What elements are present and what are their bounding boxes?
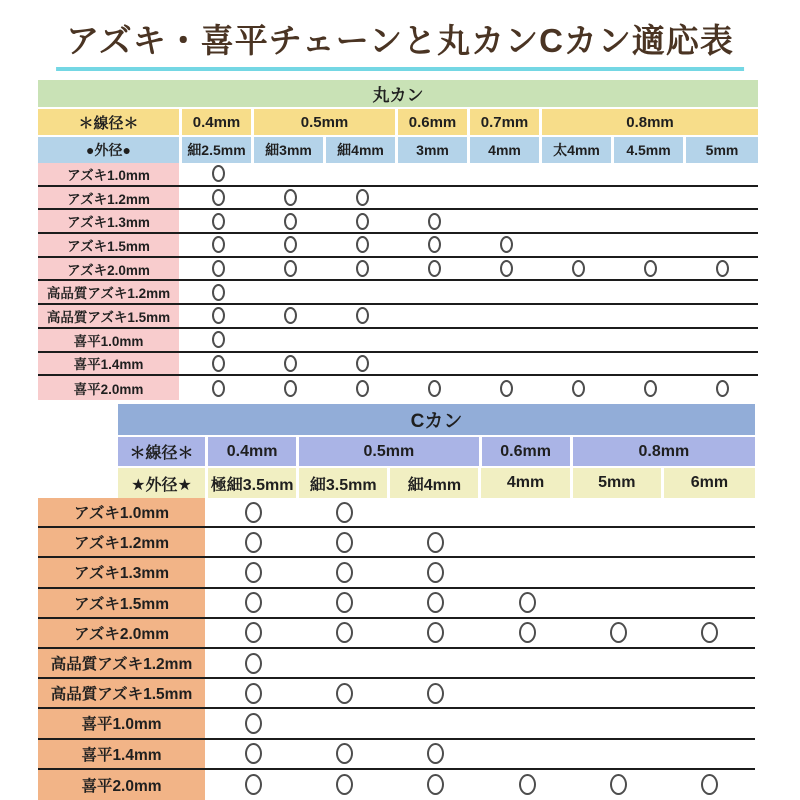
table-row: [38, 528, 755, 558]
compat-cell: [542, 210, 614, 232]
table-row: [38, 329, 758, 353]
compat-cell: [254, 376, 326, 400]
compat-cell: [664, 649, 755, 677]
compat-cell: [542, 187, 614, 209]
compat-cell: [326, 234, 398, 256]
compat-cell: [299, 619, 390, 647]
compat-cell: [686, 329, 758, 351]
compat-circle-icon: [427, 622, 444, 643]
compat-circle-icon: [212, 380, 225, 397]
chain-row-label: 高品質アズキ1.5mm: [38, 305, 182, 327]
compat-cell: [542, 305, 614, 327]
compat-circle-icon: [212, 307, 225, 324]
compat-cell: [398, 305, 470, 327]
compat-cell: [299, 558, 390, 586]
ckan-wire-row: [118, 437, 755, 466]
compat-circle-icon: [336, 532, 353, 553]
compat-cell: [686, 234, 758, 256]
compat-circle-icon: [336, 622, 353, 643]
chain-row-label: 喜平1.4mm: [38, 740, 208, 768]
compat-cell: [686, 376, 758, 400]
compat-circle-icon: [212, 236, 225, 253]
outer-size-cell: 細4mm: [326, 137, 398, 163]
compat-circle-icon: [701, 774, 718, 795]
compat-cell: [182, 305, 254, 327]
compat-cell: [390, 649, 481, 677]
wire-diameter-label: ＊線径＊: [118, 437, 208, 466]
compat-circle-icon: [245, 683, 262, 704]
compat-cell: [542, 281, 614, 303]
compat-circle-icon: [212, 213, 225, 230]
ckan-outer-row: [118, 468, 755, 498]
compat-circle-icon: [245, 562, 262, 583]
compat-circle-icon: [356, 355, 369, 372]
compat-cell: [481, 679, 572, 707]
compat-cell: [208, 649, 299, 677]
compat-cell: [208, 498, 299, 526]
compat-cell: [573, 679, 664, 707]
compat-cell: [573, 770, 664, 800]
compat-cell: [470, 281, 542, 303]
compat-cell: [542, 376, 614, 400]
chain-row-label: 高品質アズキ1.2mm: [38, 649, 208, 677]
chain-row-label: 高品質アズキ1.5mm: [38, 679, 208, 707]
table-row: [38, 210, 758, 234]
outer-diameter-label: ★外径★: [118, 468, 208, 498]
compat-cell: [398, 258, 470, 280]
compat-circle-icon: [284, 189, 297, 206]
compat-cell: [686, 210, 758, 232]
compat-cell: [481, 498, 572, 526]
compat-cell: [390, 709, 481, 737]
table-row: [38, 589, 755, 619]
compat-cell: [398, 163, 470, 185]
table-row: [38, 234, 758, 258]
compat-circle-icon: [519, 622, 536, 643]
compat-circle-icon: [284, 380, 297, 397]
chain-row-label: アズキ1.2mm: [38, 187, 182, 209]
compat-cell: [573, 589, 664, 617]
compat-circle-icon: [427, 743, 444, 764]
wire-size-cell: 0.4mm: [182, 109, 254, 135]
compat-cell: [470, 187, 542, 209]
wire-size-cell: 0.5mm: [299, 437, 481, 466]
compat-circle-icon: [500, 236, 513, 253]
compat-cell: [398, 281, 470, 303]
compat-cell: [664, 619, 755, 647]
table-row: [38, 709, 755, 739]
compat-circle-icon: [212, 260, 225, 277]
compat-cell: [664, 498, 755, 526]
compat-cell: [573, 558, 664, 586]
table-row: [38, 281, 758, 305]
compat-cell: [470, 305, 542, 327]
compat-cell: [481, 528, 572, 556]
compat-circle-icon: [284, 355, 297, 372]
compat-cell: [390, 740, 481, 768]
compat-cell: [664, 709, 755, 737]
compat-circle-icon: [428, 380, 441, 397]
compat-cell: [481, 619, 572, 647]
compat-cell: [614, 163, 686, 185]
compat-circle-icon: [336, 592, 353, 613]
compat-circle-icon: [427, 683, 444, 704]
compat-cell: [614, 210, 686, 232]
compat-cell: [614, 187, 686, 209]
compat-cell: [664, 528, 755, 556]
outer-size-cell: 5mm: [573, 468, 664, 498]
compat-circle-icon: [284, 260, 297, 277]
compat-cell: [254, 187, 326, 209]
compat-cell: [614, 376, 686, 400]
compat-cell: [208, 679, 299, 707]
compat-cell: [299, 589, 390, 617]
ckan-table-body-block: [38, 498, 755, 800]
compat-circle-icon: [716, 260, 729, 277]
compat-cell: [614, 305, 686, 327]
compat-circle-icon: [212, 284, 225, 301]
compat-cell: [614, 353, 686, 375]
compat-cell: [573, 498, 664, 526]
table-row: [38, 679, 755, 709]
outer-size-cell: 4mm: [481, 468, 572, 498]
compat-circle-icon: [336, 683, 353, 704]
compat-cell: [390, 619, 481, 647]
compat-cell: [686, 187, 758, 209]
compat-cell: [686, 353, 758, 375]
chain-row-label: アズキ1.5mm: [38, 234, 182, 256]
compat-cell: [470, 329, 542, 351]
compat-cell: [299, 679, 390, 707]
compat-cell: [326, 210, 398, 232]
compat-circle-icon: [245, 653, 262, 674]
compat-cell: [398, 376, 470, 400]
compat-circle-icon: [245, 592, 262, 613]
compat-circle-icon: [245, 622, 262, 643]
compat-cell: [208, 589, 299, 617]
compat-cell: [182, 353, 254, 375]
compat-cell: [208, 770, 299, 800]
compat-cell: [326, 353, 398, 375]
marukan-table: [38, 80, 758, 400]
compat-cell: [182, 187, 254, 209]
compat-cell: [470, 234, 542, 256]
compat-cell: [254, 210, 326, 232]
outer-size-cell: 細3.5mm: [299, 468, 390, 498]
compat-cell: [398, 329, 470, 351]
compat-circle-icon: [212, 165, 225, 182]
wire-diameter-label: ＊線径＊: [38, 109, 182, 135]
compat-cell: [542, 234, 614, 256]
compat-cell: [254, 234, 326, 256]
compat-cell: [398, 353, 470, 375]
compat-cell: [299, 709, 390, 737]
table-row: [38, 619, 755, 649]
table-row: [38, 305, 758, 329]
compat-circle-icon: [356, 307, 369, 324]
compat-cell: [664, 589, 755, 617]
marukan-outer-row: [38, 137, 758, 163]
marukan-table-header: 丸カン: [38, 80, 758, 107]
compat-circle-icon: [336, 774, 353, 795]
compat-cell: [182, 210, 254, 232]
compat-circle-icon: [336, 562, 353, 583]
chain-row-label: 高品質アズキ1.2mm: [38, 281, 182, 303]
compat-cell: [481, 558, 572, 586]
compat-cell: [686, 305, 758, 327]
compat-cell: [182, 281, 254, 303]
compat-circle-icon: [245, 502, 262, 523]
ckan-body: [38, 498, 755, 800]
compat-cell: [686, 163, 758, 185]
compat-cell: [254, 305, 326, 327]
outer-size-cell: 3mm: [398, 137, 470, 163]
compat-cell: [208, 619, 299, 647]
compat-circle-icon: [572, 260, 585, 277]
compat-circle-icon: [716, 380, 729, 397]
compat-cell: [390, 679, 481, 707]
compat-circle-icon: [644, 260, 657, 277]
compat-circle-icon: [500, 260, 513, 277]
chain-row-label: アズキ2.0mm: [38, 619, 208, 647]
compat-circle-icon: [519, 592, 536, 613]
compat-cell: [390, 589, 481, 617]
compat-cell: [326, 329, 398, 351]
compat-cell: [470, 258, 542, 280]
compat-cell: [208, 740, 299, 768]
compat-cell: [573, 619, 664, 647]
compat-cell: [573, 528, 664, 556]
compat-circle-icon: [336, 743, 353, 764]
outer-size-cell: 細2.5mm: [182, 137, 254, 163]
compat-circle-icon: [245, 774, 262, 795]
compat-cell: [664, 740, 755, 768]
compat-cell: [326, 258, 398, 280]
compat-circle-icon: [336, 502, 353, 523]
compat-cell: [664, 770, 755, 800]
compat-cell: [299, 740, 390, 768]
compat-circle-icon: [701, 622, 718, 643]
compat-circle-icon: [212, 355, 225, 372]
ckan-table-header-block: [118, 404, 755, 498]
compat-circle-icon: [427, 532, 444, 553]
compat-cell: [398, 234, 470, 256]
outer-diameter-label: ●外径●: [38, 137, 182, 163]
compat-cell: [686, 258, 758, 280]
compat-cell: [664, 679, 755, 707]
compat-circle-icon: [428, 260, 441, 277]
compat-circle-icon: [245, 713, 262, 734]
compat-cell: [299, 649, 390, 677]
chain-row-label: 喜平1.0mm: [38, 709, 208, 737]
table-row: [38, 770, 755, 800]
compat-cell: [326, 187, 398, 209]
table-row: [38, 353, 758, 377]
chain-row-label: アズキ1.3mm: [38, 210, 182, 232]
page-title: アズキ・喜平チェーンと丸カンCカン適応表: [56, 15, 744, 71]
compat-cell: [208, 558, 299, 586]
compat-circle-icon: [245, 532, 262, 553]
compat-circle-icon: [610, 622, 627, 643]
table-row: [38, 498, 755, 528]
outer-size-cell: 細4mm: [390, 468, 481, 498]
compat-cell: [326, 163, 398, 185]
compat-cell: [573, 740, 664, 768]
chain-row-label: アズキ2.0mm: [38, 258, 182, 280]
compat-cell: [398, 210, 470, 232]
compat-cell: [398, 187, 470, 209]
compat-cell: [254, 329, 326, 351]
compat-cell: [254, 281, 326, 303]
wire-size-cell: 0.7mm: [470, 109, 542, 135]
compat-cell: [182, 329, 254, 351]
outer-size-cell: 細3mm: [254, 137, 326, 163]
chain-row-label: 喜平1.0mm: [38, 329, 182, 351]
compat-circle-icon: [356, 380, 369, 397]
compat-cell: [299, 770, 390, 800]
compat-cell: [481, 589, 572, 617]
compat-cell: [481, 709, 572, 737]
compat-cell: [390, 770, 481, 800]
compat-cell: [326, 305, 398, 327]
outer-size-cell: 4.5mm: [614, 137, 686, 163]
compat-cell: [542, 163, 614, 185]
outer-size-cell: 6mm: [664, 468, 755, 498]
chain-row-label: 喜平2.0mm: [38, 376, 182, 400]
chain-row-label: 喜平1.4mm: [38, 353, 182, 375]
marukan-wire-row: [38, 109, 758, 135]
chain-row-label: アズキ1.2mm: [38, 528, 208, 556]
compat-cell: [686, 281, 758, 303]
compat-circle-icon: [428, 213, 441, 230]
compat-cell: [254, 258, 326, 280]
compat-circle-icon: [644, 380, 657, 397]
compat-cell: [390, 498, 481, 526]
compat-circle-icon: [356, 236, 369, 253]
compat-cell: [208, 528, 299, 556]
compat-cell: [182, 234, 254, 256]
compat-cell: [299, 528, 390, 556]
compat-cell: [208, 709, 299, 737]
wire-size-cell: 0.6mm: [398, 109, 470, 135]
compat-cell: [481, 770, 572, 800]
compat-cell: [573, 709, 664, 737]
compat-cell: [326, 376, 398, 400]
chain-row-label: アズキ1.0mm: [38, 498, 208, 526]
compat-circle-icon: [245, 743, 262, 764]
compat-cell: [614, 281, 686, 303]
compat-cell: [664, 558, 755, 586]
compat-circle-icon: [212, 331, 225, 348]
outer-size-cell: 極細3.5mm: [208, 468, 299, 498]
compat-cell: [470, 376, 542, 400]
compat-cell: [614, 258, 686, 280]
compat-circle-icon: [427, 562, 444, 583]
outer-size-cell: 5mm: [686, 137, 758, 163]
table-row: [38, 376, 758, 400]
wire-size-cell: 0.8mm: [542, 109, 758, 135]
table-row: [38, 187, 758, 211]
compat-circle-icon: [610, 774, 627, 795]
compat-cell: [390, 528, 481, 556]
marukan-body: [38, 163, 758, 400]
compat-circle-icon: [356, 260, 369, 277]
table-row: [38, 258, 758, 282]
compat-cell: [254, 163, 326, 185]
compat-cell: [299, 498, 390, 526]
compat-cell: [614, 234, 686, 256]
compat-circle-icon: [212, 189, 225, 206]
compat-cell: [326, 281, 398, 303]
compat-cell: [182, 376, 254, 400]
compat-cell: [182, 258, 254, 280]
compat-circle-icon: [427, 774, 444, 795]
compat-cell: [481, 740, 572, 768]
compat-circle-icon: [500, 380, 513, 397]
compat-circle-icon: [356, 213, 369, 230]
table-row: [38, 740, 755, 770]
compat-cell: [614, 329, 686, 351]
wire-size-cell: 0.8mm: [573, 437, 755, 466]
table-row: [38, 163, 758, 187]
ckan-table-header: Cカン: [118, 404, 755, 435]
compat-circle-icon: [427, 592, 444, 613]
compat-circle-icon: [284, 236, 297, 253]
table-row: [38, 558, 755, 588]
wire-size-cell: 0.5mm: [254, 109, 398, 135]
compat-circle-icon: [356, 189, 369, 206]
compat-cell: [573, 649, 664, 677]
compat-cell: [542, 353, 614, 375]
compat-cell: [470, 210, 542, 232]
table-row: [38, 649, 755, 679]
compat-circle-icon: [572, 380, 585, 397]
chain-row-label: アズキ1.3mm: [38, 558, 208, 586]
wire-size-cell: 0.4mm: [208, 437, 299, 466]
compat-circle-icon: [284, 213, 297, 230]
compat-cell: [254, 353, 326, 375]
compat-circle-icon: [284, 307, 297, 324]
compat-cell: [390, 558, 481, 586]
compat-cell: [542, 329, 614, 351]
outer-size-cell: 太4mm: [542, 137, 614, 163]
compat-cell: [481, 649, 572, 677]
outer-size-cell: 4mm: [470, 137, 542, 163]
compat-cell: [182, 163, 254, 185]
chain-row-label: アズキ1.5mm: [38, 589, 208, 617]
compat-cell: [470, 353, 542, 375]
compat-cell: [470, 163, 542, 185]
compat-circle-icon: [428, 236, 441, 253]
chain-row-label: 喜平2.0mm: [38, 770, 208, 800]
chain-row-label: アズキ1.0mm: [38, 163, 182, 185]
compat-circle-icon: [519, 774, 536, 795]
compat-cell: [542, 258, 614, 280]
wire-size-cell: 0.6mm: [482, 437, 573, 466]
